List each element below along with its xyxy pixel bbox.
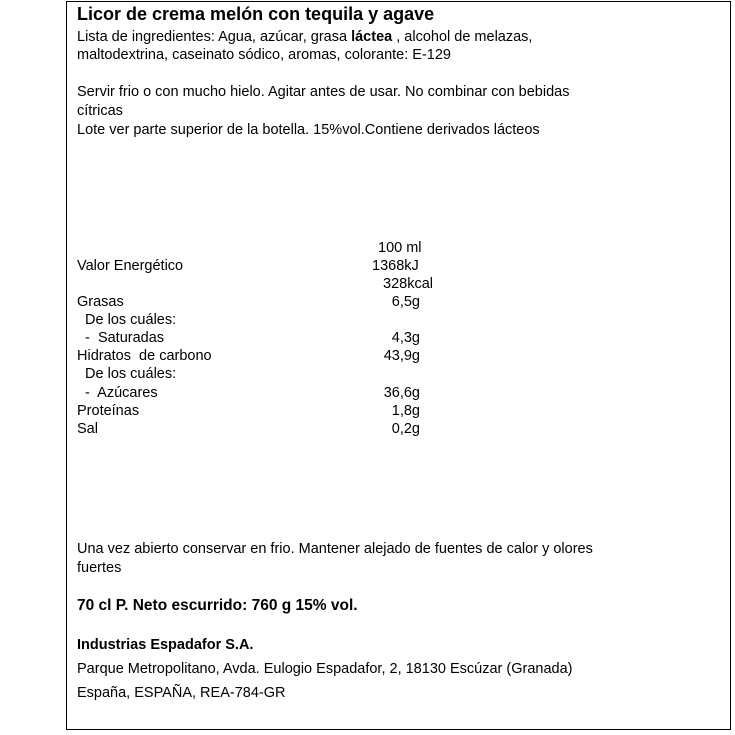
nutrient-label: De los cuáles: <box>77 312 177 328</box>
usage-line-1: Servir frio o con mucho hielo. Agitar antes de usar. No combinar con bebidas <box>77 84 570 100</box>
ingredients-line-1 <box>77 30 532 45</box>
nutrient-label: Grasas <box>77 294 124 310</box>
ingredients-prefix: Lista de ingredientes: Agua, azúcar, grasa <box>77 29 352 45</box>
net-quantity: 70 cl P. Neto escurrido: 760 g 15% vol. <box>77 597 358 614</box>
nutrient-value: 36,6g <box>383 385 420 401</box>
product-title: Licor de crema melón con tequila y agave <box>77 4 435 24</box>
nutrient-value: 43,9g <box>383 348 420 364</box>
nutrient-label: De los cuáles: <box>77 366 177 382</box>
nutrient-value: 4,3g <box>391 330 420 346</box>
nutrient-value: 0,2g <box>391 421 420 437</box>
nutrient-label: Hidratos de carbono <box>77 348 212 364</box>
lot-info: Lote ver parte superior de la botella. 15%vol.Contiene derivados lácteos <box>77 122 540 138</box>
nutrient-label: Proteínas <box>77 403 140 419</box>
company-address: Parque Metropolitano, Avda. Eulogio Espadafor, 2, 18130 Escúzar (Granada) <box>77 661 573 677</box>
nutrition-header: 100 ml <box>378 240 422 256</box>
energy-kcal: 328kcal <box>383 276 433 292</box>
company-name: Industrias Espadafor S.A. <box>77 637 254 653</box>
nutrient-value: 1,8g <box>391 403 420 419</box>
nutrient-label: - Azúcares <box>77 385 158 401</box>
ingredients-allergen: láctea <box>351 29 393 45</box>
nutrient-label: Sal <box>77 421 98 437</box>
storage-line-1: Una vez abierto conservar en frio. Mantener alejado de fuentes de calor y olores <box>77 541 593 557</box>
nutrient-value: 6,5g <box>391 294 420 310</box>
nutrient-label: - Saturadas <box>77 330 165 346</box>
ingredients-suffix: , alcohol de melazas, <box>392 29 533 45</box>
energy-kj: 1368kJ <box>372 258 419 274</box>
usage-line-2: cítricas <box>77 103 123 119</box>
company-country: España, ESPAÑA, REA-784-GR <box>77 685 286 701</box>
energy-label: Valor Energético <box>77 258 184 274</box>
ingredients-line-2: maltodextrina, caseinato sódico, aromas, colorante: E-129 <box>77 47 451 63</box>
storage-line-2: fuertes <box>77 560 122 576</box>
